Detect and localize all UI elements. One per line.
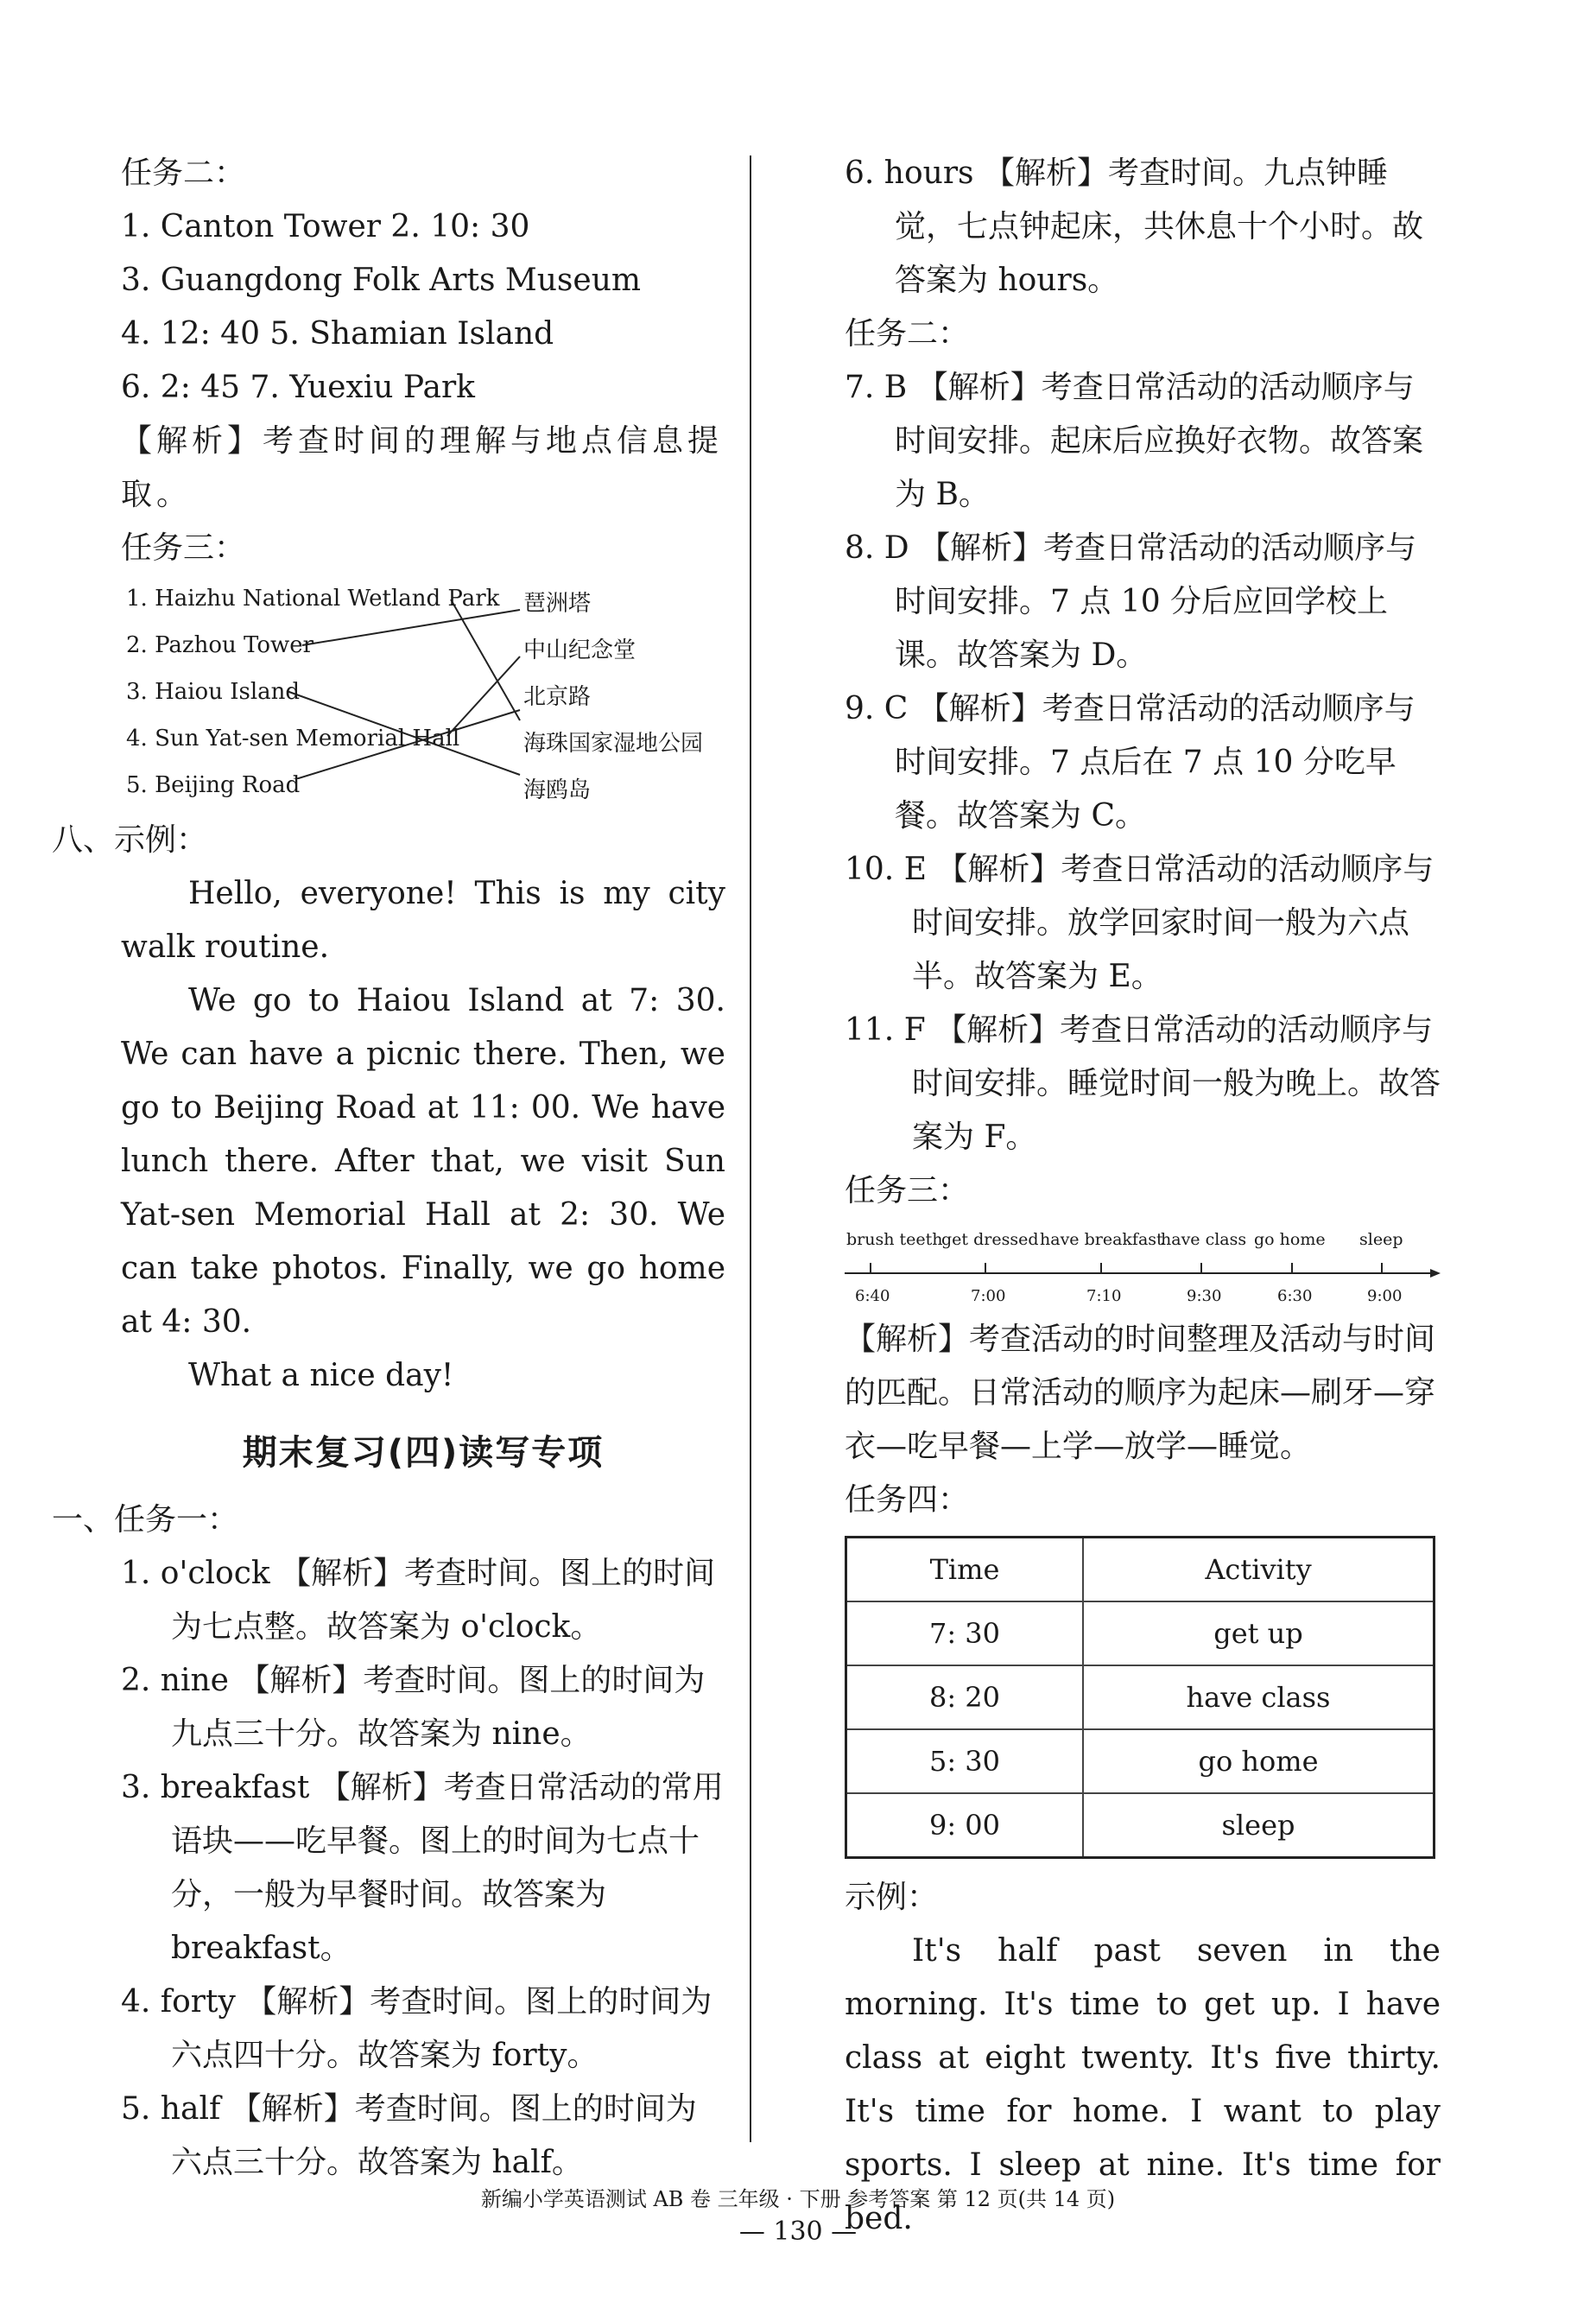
- table-cell-time: 9: 00: [846, 1793, 1084, 1858]
- section8-heading: 八、示例：: [52, 822, 208, 858]
- match-left-item: 2. Pazhou Tower: [126, 632, 314, 658]
- section8-paragraph: What a nice day!: [188, 1358, 454, 1393]
- match-left-item: 4. Sun Yat-sen Memorial Hall: [126, 726, 460, 751]
- table-row: [846, 1601, 1434, 1665]
- review-title: 期末复习(四)读写专项: [242, 1433, 605, 1473]
- match-right-item: 海鸥岛: [523, 777, 592, 803]
- table-cell-activity: go home: [1083, 1729, 1434, 1793]
- task2-heading: 任务二：: [845, 316, 970, 352]
- left-column: [52, 147, 725, 2190]
- section1-heading: 一、任务一：: [52, 1502, 239, 1538]
- match-line-1: [451, 599, 520, 720]
- timeline-activity: go home: [1254, 1230, 1326, 1249]
- table-cell-time: 5: 30: [846, 1729, 1084, 1793]
- task2-line: 1. Canton Tower 2. 10: 30: [121, 209, 530, 244]
- answer-item: 7. B 【解析】考查日常活动的活动顺序与时间安排。起床后应换好衣物。故答案为 B。: [845, 370, 1424, 512]
- table-cell-activity: have class: [1083, 1665, 1434, 1729]
- timeline-time: 6:40: [855, 1287, 890, 1305]
- answer-item: 4. forty 【解析】考查时间。图上的时间为六点四十分。故答案为 forty。: [121, 1984, 712, 2073]
- matching-diagram: [121, 580, 725, 803]
- answer-item: 6. hours 【解析】考查时间。九点钟睡觉，七点钟起床，共休息十个小时。故答案为 hours。: [845, 155, 1424, 298]
- task3-heading: 任务三：: [845, 1173, 970, 1208]
- answer-item: 1. o'clock 【解析】考查时间。图上的时间为七点整。故答案为 o'clock。: [121, 1556, 716, 1645]
- timeline-time: 7:10: [1086, 1287, 1122, 1305]
- match-left-item: 3. Haiou Island: [126, 679, 301, 705]
- answer-item: 11. F 【解析】考查日常活动的活动顺序与时间安排。睡觉时间一般为晚上。故答案为 F。: [845, 1012, 1441, 1155]
- answer-item: 5. half 【解析】考查时间。图上的时间为六点三十分。故答案为 half。: [121, 2091, 697, 2180]
- table-header: Time: [846, 1538, 1084, 1602]
- section8-paragraph: Hello, everyone! This is my city walk routine.: [121, 876, 725, 965]
- timeline-activity: get dressed: [941, 1230, 1039, 1249]
- timeline-time: 9:00: [1367, 1287, 1403, 1305]
- timeline-activity: have class: [1161, 1230, 1247, 1249]
- answer-item: 8. D 【解析】考查日常活动的活动顺序与时间安排。7 点 10 分后应回学校上课。故答案为 D。: [845, 530, 1417, 673]
- task2-line: 3. Guangdong Folk Arts Museum: [121, 263, 642, 298]
- timeline-time: 6:30: [1277, 1287, 1313, 1305]
- task2-line: 6. 2: 45 7. Yuexiu Park: [121, 370, 475, 405]
- footer-line: 新编小学英语测试 AB 卷 三年级 · 下册 参考答案 第 12 页(共 14 页): [480, 2187, 1116, 2211]
- match-line-4: [447, 656, 520, 736]
- table-header-row: [846, 1538, 1434, 1602]
- table-cell-time: 8: 20: [846, 1665, 1084, 1729]
- match-right-item: 北京路: [523, 684, 592, 710]
- answer-item: 3. breakfast 【解析】考查日常活动的常用语块——吃早餐。图上的时间为七点十分，一般为早餐时间。故答案为 breakfast。: [121, 1770, 724, 1966]
- match-right-item: 海珠国家湿地公园: [523, 731, 704, 757]
- column-divider: [750, 155, 751, 2142]
- task3-analysis: 【解析】考查活动的时间整理及活动与时间的匹配。日常活动的顺序为起床—刷牙—穿衣—吃早餐—上学—放学—睡觉。: [845, 1322, 1436, 1464]
- section8-paragraph: We go to Haiou Island at 7: 30. We can have a picnic there. Then, we go to Beijing Road at 11: 00. We have lunch there. After that, we visit Sun Yat-sen Memorial Hall at 2: 30. We can take photos. Finally, we go home at 4: 30.: [121, 983, 725, 1340]
- match-right-item: 中山纪念堂: [523, 637, 636, 663]
- example-paragraph: It's half past seven in the morning. It's time to get up. I have class at eight twenty. It's five thirty. It's time for home. I want to play sports. I sleep at nine. It's time for bed.: [845, 1933, 1441, 2236]
- answer-item: 2. nine 【解析】考查时间。图上的时间为九点三十分。故答案为 nine。: [121, 1663, 706, 1752]
- timeline-activity: sleep: [1359, 1230, 1403, 1249]
- task3-heading: 任务三：: [121, 530, 246, 566]
- match-left-item: 1. Haizhu National Wetland Park: [126, 586, 500, 612]
- timeline-time: 7:00: [971, 1287, 1006, 1305]
- task2-heading: 任务二：: [121, 155, 246, 191]
- match-right-item: 琶洲塔: [523, 591, 592, 617]
- timeline-activity: brush teeth: [846, 1230, 943, 1249]
- match-line-2: [302, 610, 520, 645]
- task4-heading: 任务四：: [845, 1482, 970, 1518]
- match-left-item: 5. Beijing Road: [126, 772, 301, 798]
- answer-item: 10. E 【解析】考查日常活动的活动顺序与时间安排。放学回家时间一般为六点半。故答案为 E。: [845, 852, 1434, 994]
- answer-item: 9. C 【解析】考查日常活动的活动顺序与时间安排。7 点后在 7 点 10 分吃早餐。故答案为 C。: [845, 691, 1416, 834]
- table-cell-activity: sleep: [1083, 1793, 1434, 1858]
- table-cell-activity: get up: [1083, 1601, 1434, 1665]
- right-column: [845, 147, 1441, 2246]
- table-row: [846, 1793, 1434, 1858]
- table-row: [846, 1665, 1434, 1729]
- schedule-table: [845, 1536, 1435, 1859]
- task2-analysis: 【解析】考查时间的理解与地点信息提取。: [121, 423, 724, 512]
- timeline-activity: have breakfast: [1040, 1230, 1163, 1249]
- page-number: — 130 —: [738, 2216, 858, 2247]
- table-row: [846, 1729, 1434, 1793]
- timeline-time: 9:30: [1187, 1287, 1222, 1305]
- task2-line: 4. 12: 40 5. Shamian Island: [121, 316, 554, 352]
- example-heading: 示例：: [845, 1880, 939, 1915]
- table-header: Activity: [1083, 1538, 1434, 1602]
- table-cell-time: 7: 30: [846, 1601, 1084, 1665]
- timeline: [845, 1223, 1441, 1310]
